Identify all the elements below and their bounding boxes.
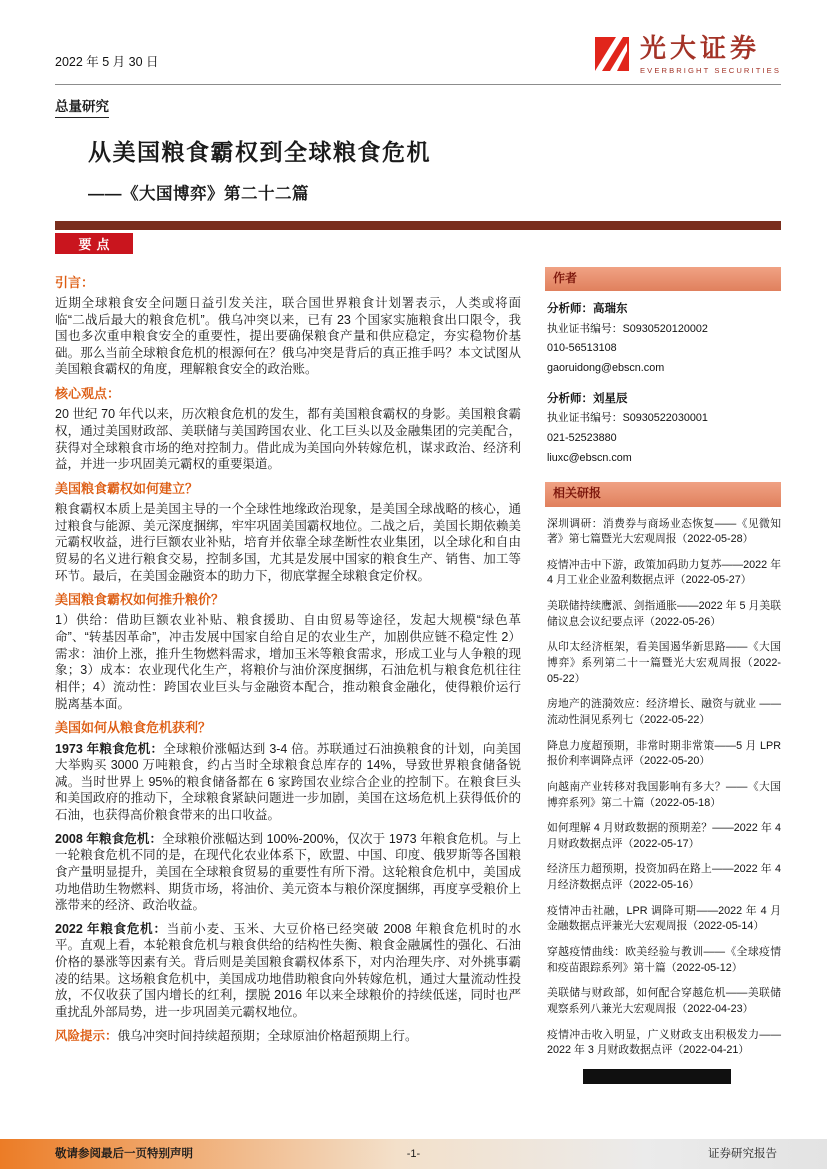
analyst-email[interactable]: gaoruidong@ebscn.com — [547, 361, 665, 374]
brand — [593, 34, 781, 75]
crisis-lead: 2022 年粮食危机： — [55, 921, 167, 936]
footer-page-number: -1- — [406, 1148, 421, 1160]
report-subtitle: ——《大国博弈》第二十二篇 — [88, 184, 309, 203]
keypoints-tab: 要点 — [55, 233, 133, 254]
header-divider — [55, 84, 781, 85]
risk-text: 俄乌冲突时间持续超预期；全球原油价格超预期上行。 — [117, 1028, 418, 1043]
content-columns — [0, 254, 827, 1084]
report-title: 从美国粮食霸权到全球粮食危机 — [88, 138, 431, 165]
crisis-paragraph-2008 — [55, 831, 521, 914]
related-report-item: 疫情冲击中下游，政策加码助力复苏——2022 年 4 月工业企业盈利数据点评（2022-05-27） — [547, 558, 781, 587]
analyst-cert: 执业证书编号：S0930522030001 — [547, 412, 708, 425]
section-price-push — [55, 591, 521, 712]
related-report-item: 疫情冲击社融，LPR 调降可期——2022 年 4 月金融数据点评兼光大宏观周报（2022-05-14） — [547, 904, 781, 933]
main-content — [55, 267, 521, 1084]
analyst-role: 分析师： — [547, 392, 593, 405]
footer-disclaimer: 敬请参阅最后一页特别声明 — [55, 1148, 193, 1160]
section-core-view — [55, 385, 521, 473]
crisis-paragraph-1973 — [55, 741, 521, 824]
related-report-item: 美联储与财政部，如何配合穿越危机——美联储观察系列八兼光大宏观周报（2022-04-23） — [547, 987, 781, 1015]
related-reports-header: 相关研报 — [545, 482, 781, 506]
analyst-phone: 021-52523880 — [547, 431, 617, 444]
brand-name-cn: 光大证券 — [639, 33, 760, 63]
risk-label: 风险提示： — [55, 1028, 118, 1043]
related-report-item: 从印太经济框架，看美国遏华新思路——《大国博弈》系列第二十一篇暨光大宏观周报（2022-05-22） — [547, 641, 781, 685]
section-paragraph: 20 世纪 70 年代以来，历次粮食危机的发生，都有美国粮食霸权的身影。美国粮食霸权，通过美国财政部、美联储与美国跨国农业、化工巨头以及金融集团的完美配合，获得对全球粮食市场的绝对控制力。借此成为美国向外转嫁危机，谋求政治、经济利益，并进一步巩固美元霸权的重要渠道。 — [55, 407, 521, 472]
risk-note — [55, 1028, 521, 1045]
related-report-item: 房地产的涟漪效应：经济增长、融资与就业 ——流动性洞见系列七（2022-05-22） — [547, 698, 781, 726]
crisis-text: 全球粮价涨幅达到 100%-200%，仅次于 1973 年粮食危机。与上一轮粮食危机不同的是，在现代化农业体系下，欧盟、中国、印度、俄罗斯等各国粮食产量明显提升，美国在全球粮食贸易的重要性有所下滑。这轮粮食危机中，美国成功地借助生物燃料、期货市场，将油价、美元资本与粮价深度捆绑，再度享受粮价上涨带来的经济、政治收益。 — [55, 831, 521, 913]
section-paragraph: 近期全球粮食安全问题日益引发关注，联合国世界粮食计划署表示，人类或将面临“二战后最大的粮食危机”。俄乌冲突以来，已有 23 个国家实施粮食出口限令，我国也多次重申粮食安全的重要性，提出要确保粮食产量和供应稳定，夯实稳物价基础。那么当前全球粮食危机的根源何在？俄乌冲突是背后的真正推手吗？本文试图从美国粮食霸权的角度，理解粮食安全的政治账。 — [55, 295, 521, 377]
section-heading: 美国粮食霸权如何建立？ — [55, 480, 199, 496]
analyst-cert: 执业证书编号：S0930520120002 — [547, 322, 708, 335]
sidebar — [545, 267, 781, 1084]
crisis-lead: 1973 年粮食危机： — [55, 741, 164, 756]
related-report-item: 经济压力超预期，投资加码在路上——2022 年 4 月经济数据点评（2022-05-16） — [547, 863, 781, 892]
section-heading: 美国粮食霸权如何推升粮价？ — [55, 592, 225, 608]
analyst-role: 分析师： — [547, 302, 593, 315]
analyst-name: 高瑞东 — [593, 302, 628, 315]
section-heading: 引言： — [55, 274, 95, 290]
crisis-paragraph-2022 — [55, 921, 521, 1021]
page-header — [0, 0, 827, 75]
related-report-item: 如何理解 4 月财政数据的预期差？——2022 年 4 月财政数据点评（2022-05-17） — [547, 822, 781, 850]
section-hegemony-built — [55, 480, 521, 584]
section-intro — [55, 274, 521, 378]
analyst-title — [547, 391, 781, 408]
footer-report-type: 证券研究报告 — [708, 1148, 777, 1160]
section-divider-band — [55, 221, 781, 230]
page-footer — [0, 1139, 827, 1169]
related-report-item: 深圳调研：消费券与商场业态恢复——《见微知著》第七篇暨光大宏观周报（2022-05-28） — [547, 517, 781, 546]
analyst-title — [547, 301, 781, 318]
related-report-item: 穿越疫情曲线：欧美经验与教训——《全球疫情和疫苗跟踪系列》第十篇（2022-05-12） — [547, 946, 781, 974]
section-heading: 核心观点： — [55, 386, 121, 401]
everbright-logo-icon — [593, 35, 631, 73]
section-profit-from-crisis — [55, 719, 521, 1020]
analyst-block — [547, 301, 781, 377]
related-report-item: 疫情冲击收入明显，广义财政支出积极发力——2022 年 3 月财政数据点评（2022-04-21） — [547, 1028, 781, 1057]
related-report-item: 向越南产业转移对我国影响有多大？——《大国博弈系列》第二十篇（2022-05-18） — [547, 780, 781, 809]
report-date: 2022 年 5 月 30 日 — [55, 55, 159, 69]
analyst-phone: 010-56513108 — [547, 342, 617, 355]
section-paragraph: 粮食霸权本质上是美国主导的一个全球性地缘政治现象，是美国全球战略的核心，通过粮食与能源、美元深度捆绑，牢牢巩固美国霸权地位。二战之后，美国长期依赖美元霸权收益，进行巨额农业补贴，培育并依靠全球垄断性农业集团，以全球化和自由贸易的名义进行粮食交易，控制多国，尤其是发展中国家的粮食生产、销售、加工等环节。最后，在美国金融资本的助力下，彻底掌握全球粮食定价权。 — [55, 502, 521, 583]
crisis-lead: 2008 年粮食危机： — [55, 831, 163, 846]
obscured-text-block — [583, 1069, 731, 1084]
brand-name-en: EVERBRIGHT SECURITIES — [639, 65, 781, 75]
crisis-text: 当前小麦、玉米、大豆价格已经突破 2008 年粮食危机时的水平。直观上看，本轮粮食危机与粮食供给的结构性失衡、粮食金融属性的强化、石油价格的暴涨等因素有关。背后则是美国粮食霸权体系下，对内治理失序、对外挑事霸凌的结果。这场粮食危机中，美国成功地借助粮食向外转嫁危机，通过大量流动性投放，不仅收获了国内增长的红利，摆脱 2016 年以来全球粮价的持续低迷，同时也严重扰乱外部局势，进一步巩固美元霸权地位。 — [55, 921, 521, 1019]
section-heading: 美国如何从粮食危机获利？ — [55, 720, 212, 736]
crisis-text: 全球粮价涨幅达到 3-4 倍。苏联通过石油换粮食的计划，向美国大举购买 3000 万吨粮食，约占当时全球粮食总库存的 14%，导致世界粮食储备锐减。当时世界上 95%的粮食储备都在 6 家跨国农业综合企业的控制下。在粮食巨头和美国政府的推动下，全球粮食紧缺问题进一步加剧，美国在这场危机上获得低价的石油，也获得高价粮食带来的出口收益。 — [55, 741, 522, 822]
report-category: 总量研究 — [55, 95, 109, 118]
author-section-header: 作者 — [545, 267, 781, 291]
related-report-item: 降息力度超预期，非常时期非常策——5 月 LPR 报价利率调降点评（2022-05-20） — [547, 739, 781, 768]
analyst-name: 刘星辰 — [593, 392, 628, 405]
related-report-item: 美联储持续鹰派、剑指通胀——2022 年 5 月美联储议息会议纪要点评（2022-05-26） — [547, 600, 781, 628]
analyst-email[interactable]: liuxc@ebscn.com — [547, 451, 632, 464]
brand-text — [640, 34, 781, 75]
section-paragraph: 1）供给：借助巨额农业补贴、粮食援助、自由贸易等途径，发起大规模“绿色革命”、“转基因革命”，冲击发展中国家自给自足的农业生产，加剧供应链不稳定性 2）需求：油价上涨，推升生物燃料需求，增加玉米等粮食需求，形成工业与人争粮的现象；3）成本：农业现代化生产，将粮价与油价深度捆绑，石油危机与粮食危机往往相伴；4）流动性：跨国农业巨头与金融资本配合，推动粮食金融化，使得粮价运行脱离基本面。 — [55, 613, 521, 711]
analyst-block — [547, 391, 781, 467]
